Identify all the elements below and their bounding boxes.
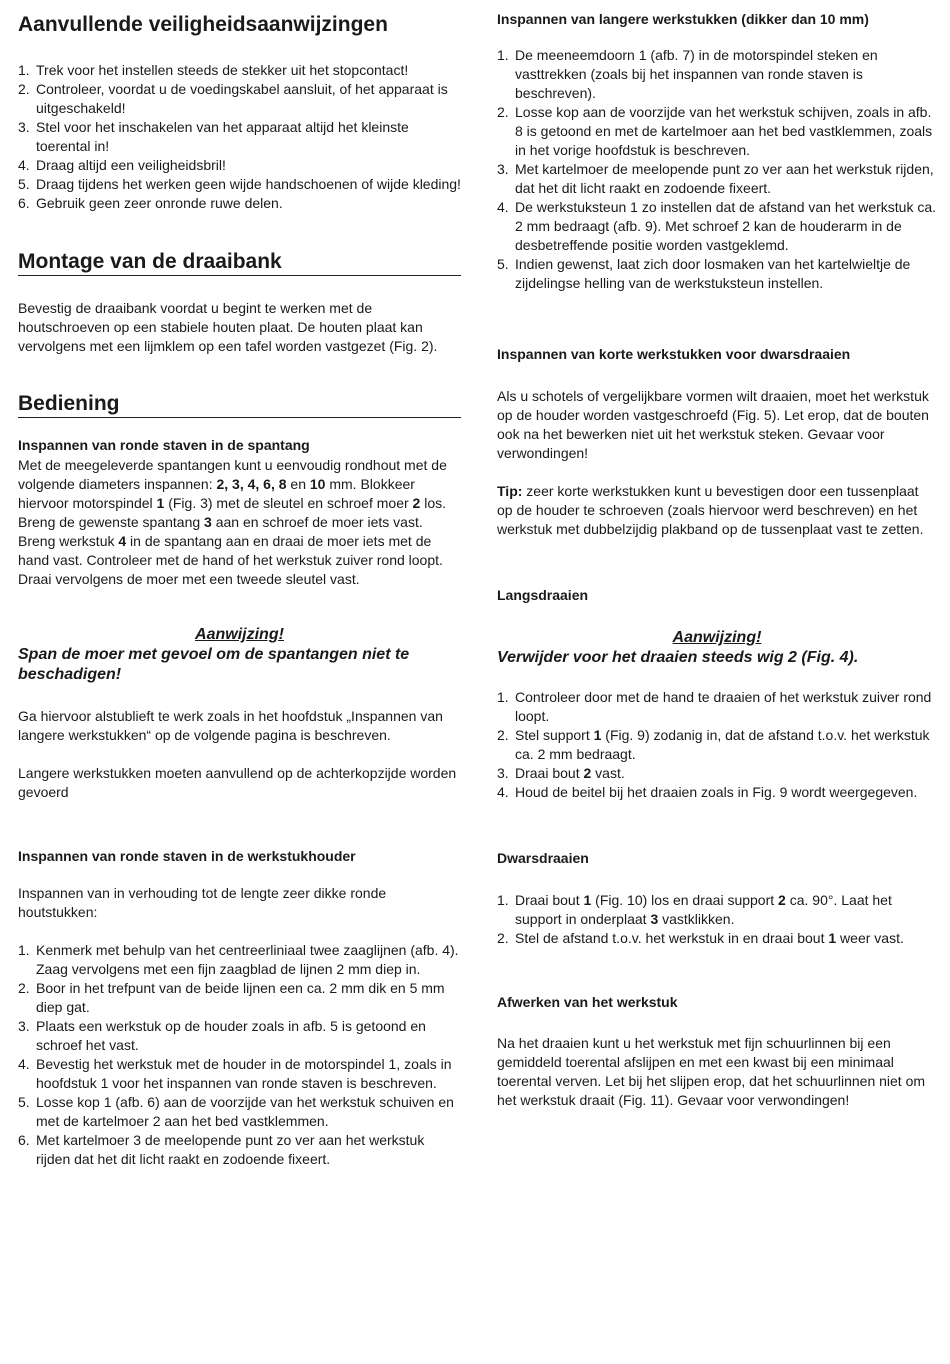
houder-intro: Inspannen van in verhouding tot de lengte zeer dikke ronde houtstukken: [18, 885, 387, 920]
note-text: Span de moer met gevoel om de spantangen niet te beschadigen! [18, 646, 410, 683]
houder-list [18, 941, 461, 1169]
list-item: 3. Plaats een werkstuk op de houder zoals in afb. 5 is getoond en schroef het vast. [18, 1018, 426, 1053]
list-item: 1. Controleer door met de hand te draaien of het werkstuk zuiver rond loopt. [497, 689, 932, 724]
list-item: 3. Stel voor het inschakelen van het apparaat altijd het kleinste toerental in! [18, 119, 409, 154]
list-item: 4. Bevestig het werkstuk met de houder in de motorspindel 1, zoals in hoofdstuk 1 voor het inspannen van ronde staven is beschreven. [18, 1056, 452, 1091]
dwars-list [497, 891, 937, 948]
list-item: 3. Met kartelmoer de meelopende punt zo ver aan het werkstuk rijden, dat het dit licht raakt en zodoende fixeert. [497, 161, 934, 196]
left-column [18, 12, 461, 1169]
bediening-title: Bediening [18, 391, 461, 418]
dwars-heading: Dwarsdraaien [497, 850, 589, 866]
list-item: 1. Draai bout 1 (Fig. 10) los en draai support 2 ca. 90°. Laat het support in onderplaat 3 vastklikken. [497, 892, 892, 927]
list-item: 1. Kenmerk met behulp van het centreerliniaal twee zaaglijnen (afb. 4). Zaag vervolgens met een fijn zaagblad de lijnen 2 mm diep in. [18, 942, 459, 977]
montage-title: Montage van de draaibank [18, 249, 461, 276]
list-item: 2. Controleer, voordat u de voedingskabel aansluit, of het apparaat is uitgeschakeld! [18, 81, 448, 116]
tip-label: Tip: [497, 483, 523, 499]
spantang-heading: Inspannen van ronde staven in de spantang [18, 437, 310, 453]
list-item: 2. Boor in het trefpunt van de beide lijnen een ca. 2 mm dik en 5 mm diep gat. [18, 980, 445, 1015]
tip-text: Tip: zeer korte werkstukken kunt u bevestigen door een tussenplaat op de houder te schroeven (zoals hiervoor werd beschreven) en het werkstuk met dubbelzijdig plakband op de tussenplaat vast te zetten. [497, 483, 924, 537]
list-item: 6. Met kartelmoer 3 de meelopende punt zo ver aan het werkstuk rijden dat het dit licht raakt en zodoende fixeert. [18, 1132, 425, 1167]
list-item: 6. Gebruik geen zeer onronde ruwe delen. [18, 195, 283, 211]
korte-heading: Inspannen van korte werkstukken voor dwarsdraaien [497, 346, 851, 362]
list-item: 2. Stel support 1 (Fig. 9) zodanig in, dat de afstand t.o.v. het werkstuk ca. 2 mm bedraagt. [497, 727, 930, 762]
safety-list [18, 61, 461, 213]
list-item: 5. Draag tijdens het werken geen wijde handschoenen of wijde kleding! [18, 176, 461, 192]
spantang-text: Met de meegeleverde spantangen kunt u eenvoudig rondhout met de volgende diameters inspannen: 2, 3, 4, 6, 8 en 10 mm. Blokkeer hiervoor motorspindel 1 (Fig. 3) met de sleutel en schroef moer 2 los. Breng de gewenste spantang 3 aan en schroef de moer iets vast. Breng werkstuk 4 in de spantang aan en draai de moer iets met de hand vast. Controleer met de hand of het werkstuk zuiver rond loopt. Draai vervolgens de moer met een tweede sleutel vast. [18, 457, 447, 587]
houder-heading: Inspannen van ronde staven in de werkstukhouder [18, 848, 356, 864]
afwerken-heading: Afwerken van het werkstuk [497, 994, 678, 1010]
list-item: 1. Trek voor het instellen steeds de stekker uit het stopcontact! [18, 62, 409, 78]
paragraph: Ga hiervoor alstublieft te werk zoals in het hoofdstuk „Inspannen van langere werkstukken“ op de volgende pagina is beschreven. [18, 708, 443, 743]
afwerken-text: Na het draaien kunt u het werkstuk met fijn schuurlinnen bij een gemiddeld toerental afslijpen en met een kwast bij een minimaal toerental verven. Let bij het slijpen erop, dat het schuurlinnen niet om het werkstuk draait (Fig. 11). Gevaar voor verwondingen! [497, 1035, 926, 1108]
langs-heading: Langsdraaien [497, 587, 589, 603]
korte-text: Als u schotels of vergelijkbare vormen wilt draaien, moet het werkstuk op de houder worden vastgeschroefd (Fig. 5). Let erop, dat de bouten ook na het bewerken niet uit het werkstuk steken. Gevaar voor verwondingen! [497, 388, 929, 461]
note-title: Aanwijzing! [672, 629, 762, 646]
langere-heading: Inspannen van langere werkstukken (dikker dan 10 mm) [497, 11, 869, 27]
note-text: Verwijder voor het draaien steeds wig 2 (Fig. 4). [497, 649, 859, 666]
list-item: 2. Losse kop aan de voorzijde van het werkstuk schijven, zoals in afb. 8 is getoond en met de kartelmoer aan het bed vastklemmen, zoals in het vorige hoofdstuk is beschreven. [497, 104, 933, 158]
list-item: 4. Draag altijd een veiligheidsbril! [18, 157, 226, 173]
langere-list [497, 46, 937, 293]
note-title: Aanwijzing! [195, 626, 284, 643]
list-item: 4. De werkstuksteun 1 zo instellen dat de afstand van het werkstuk ca. 2 mm bedraagt (afb. 9). Met schroef 2 kan de houderarm in de desbetreffende positie worden vastgeklemd. [497, 199, 937, 253]
right-column [497, 10, 937, 1110]
list-item: 4. Houd de beitel bij het draaien zoals in Fig. 9 wordt weergegeven. [497, 784, 918, 800]
list-item: 5. Losse kop 1 (afb. 6) aan de voorzijde van het werkstuk schuiven en met de kartelmoer 2 aan het bed vastklemmen. [18, 1094, 454, 1129]
list-item: 1. De meeneemdoorn 1 (afb. 7) in de motorspindel steken en vasttrekken (zoals bij het inspannen van ronde staven is beschreven). [497, 47, 878, 101]
montage-text: Bevestig de draaibank voordat u begint te werken met de houtschroeven op een stabiele houten plaat. De houten plaat kan vervolgens met een lijmklem op een tafel worden vastgezet (Fig. 2). [18, 300, 438, 354]
langs-list [497, 688, 937, 802]
paragraph: Langere werkstukken moeten aanvullend op de achterkopzijde worden gevoerd [18, 765, 457, 800]
list-item: 3. Draai bout 2 vast. [497, 765, 625, 781]
list-item: 5. Indien gewenst, laat zich door losmaken van het kartelwieltje de zijdelingse helling van de werkstuksteun instellen. [497, 256, 911, 291]
list-item: 2. Stel de afstand t.o.v. het werkstuk in en draai bout 1 weer vast. [497, 930, 904, 946]
safety-title: Aanvullende veiligheidsaanwijzingen [18, 13, 388, 36]
